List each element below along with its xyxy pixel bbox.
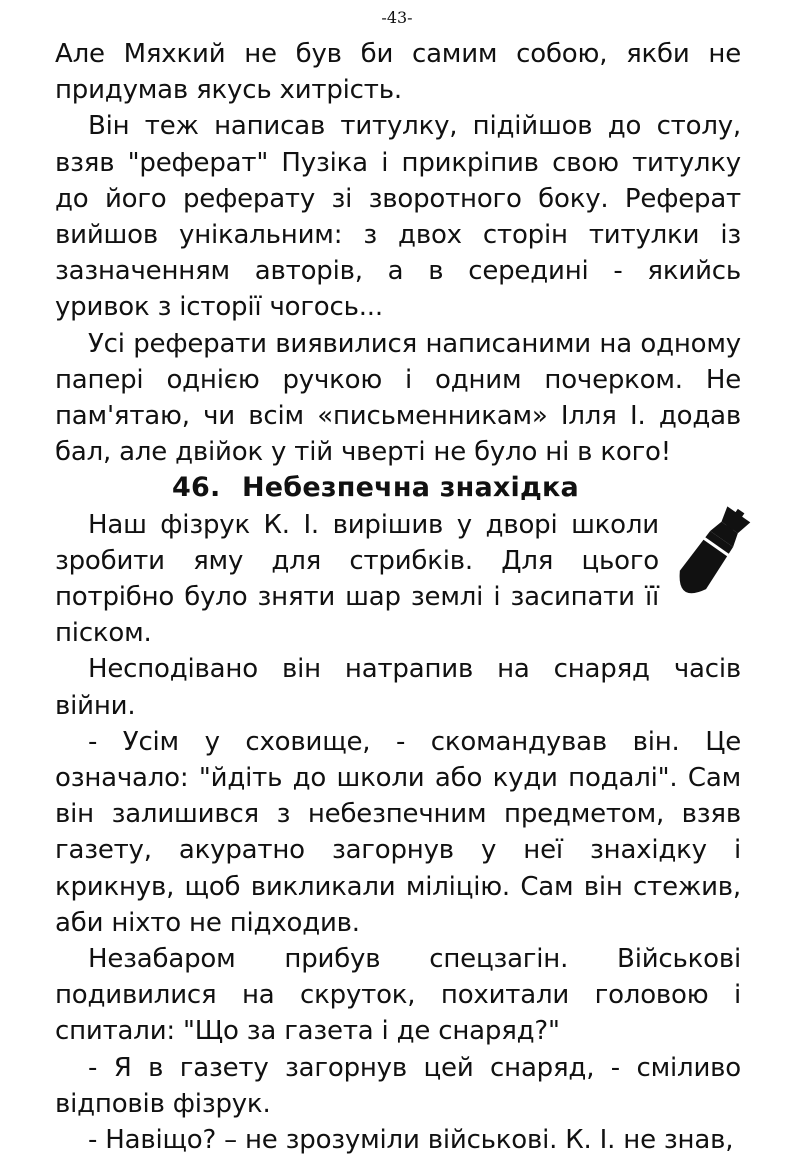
paragraph-reports: Усі реферати виявилися написаними на одному папері однією ручкою і одним почерком. Не пам'ятаю, чи всім «письменникам» Ілля І. додав бал, але двійок у тій чверті не було ні в кого! bbox=[55, 328, 741, 468]
page-number: -43- bbox=[381, 8, 413, 27]
paragraph-question: - Навіщо? – не зрозуміли військові. К. І. не знав, bbox=[88, 1125, 734, 1156]
section-number: 46. bbox=[172, 472, 221, 504]
paragraph-squad: Незабаром прибув спецзагін. Військові подивилися на скруток, похитали головою і спитали: "Що за газета і де снаряд?" bbox=[55, 944, 741, 1047]
paragraph-continuation: Але Мяхкий не був би самим собою, якби не придумав якусь хитрість. bbox=[55, 39, 741, 106]
section-heading bbox=[55, 470, 741, 506]
bomb-icon bbox=[665, 501, 753, 613]
paragraph-title-page: Він теж написав титулку, підійшов до столу, взяв "реферат" Пузіка і прикріпив свою титулку до його реферату зі зворотного боку. Реферат вийшов унікальним: з двох сторін титулки із зазначенням авторів, а в середині - якийсь уривок з історії чогось... bbox=[55, 111, 741, 323]
paragraph-pit: Наш фізрук К. І. вирішив у дворі школи зробити яму для стрибків. Для цього потрібно було зняти шар землі і засипати її піском. bbox=[55, 509, 659, 649]
page-content bbox=[55, 36, 741, 1158]
section-title: Небезпечна знахідка bbox=[242, 472, 579, 504]
paragraph-command: - Усім у сховище, - скомандував він. Це означало: "йдіть до школи або куди подалі". Сам він залишився з небезпечним предметом, взяв газету, акуратно загорнув у неї знахідку і крикнув, щоб викликали міліцію. Сам він стежив, аби ніхто не підходив. bbox=[55, 726, 741, 938]
paragraph-answer: - Я в газету загорнув цей снаряд, - сміливо відповів фізрук. bbox=[55, 1052, 741, 1119]
paragraph-shell-found: Несподівано він натрапив на снаряд часів війни. bbox=[55, 654, 741, 721]
